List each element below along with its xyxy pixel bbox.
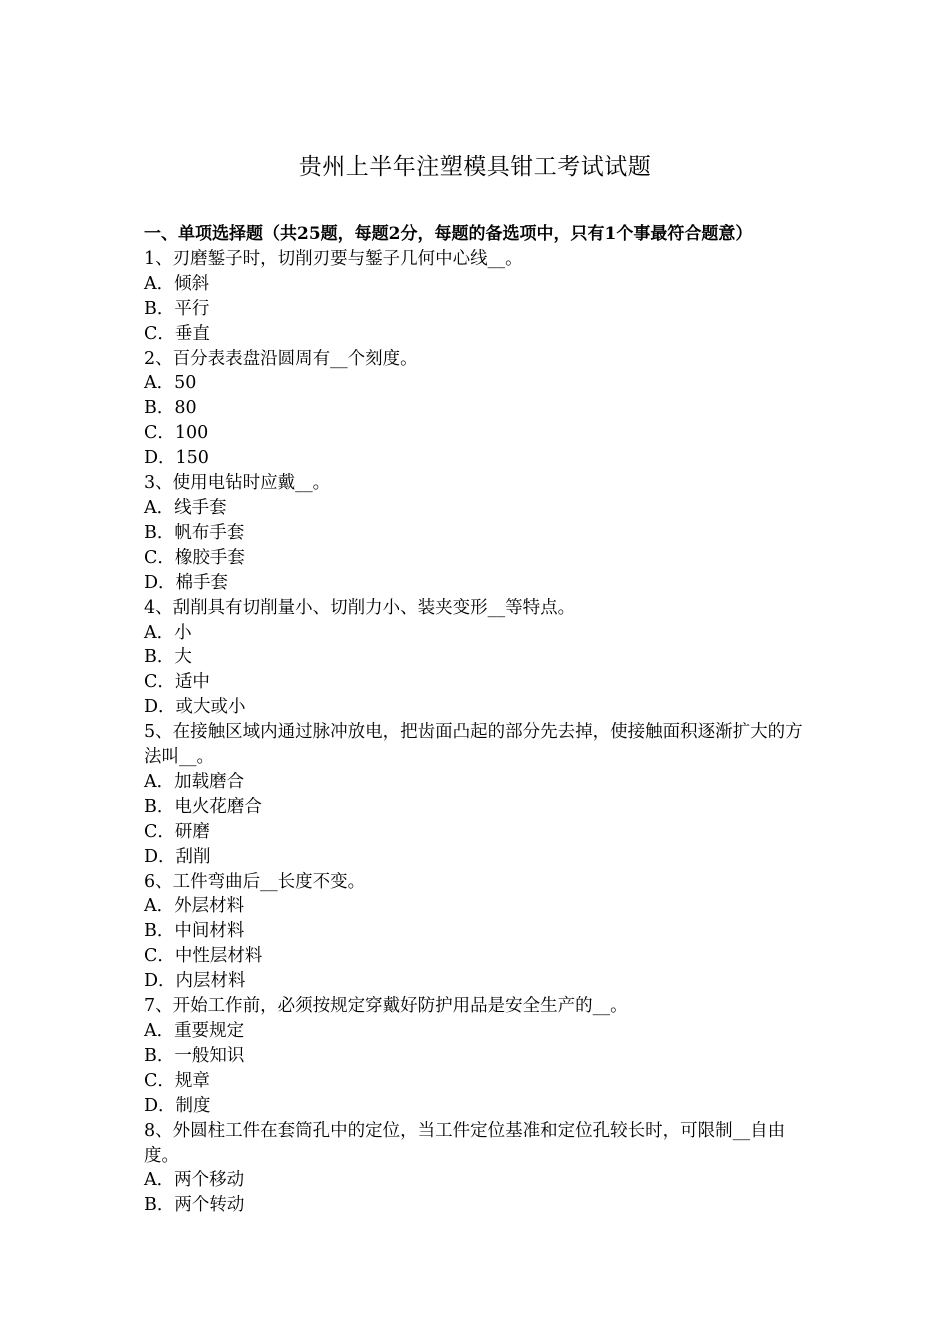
option-a: A．重要规定 [144,1021,245,1041]
option-a: A．倾斜 [144,273,210,294]
section-heading: 一、单项选择题（共25题，每题2分，每题的备选项中，只有1个事最符合题意） [144,224,753,244]
question-2 [144,347,816,472]
option-d: D．制度 [144,1095,211,1116]
option-b: B．大 [144,647,192,668]
question-1 [144,247,816,347]
option-c: C．规章 [144,1070,210,1091]
option-b: B．两个转动 [144,1195,245,1216]
option-d: D．或大或小 [144,697,246,718]
question-stem: 4、刮削具有切削量小、切削力小、装夹变形__等特点。 [144,597,576,618]
option-a: A．外层材料 [144,896,245,917]
question-stem: 6、工件弯曲后__长度不变。 [144,871,366,892]
option-d: D．棉手套 [144,572,229,593]
option-a: A．小 [144,622,192,643]
question-stem: 8、外圆柱工件在套筒孔中的定位，当工件定位基准和定位孔较长时，可限制__自由度。 [144,1120,786,1166]
question-stem: 7、开始工作前，必须按规定穿戴好防护用品是安全生产的__。 [144,996,628,1017]
option-c: C．垂直 [144,323,210,344]
option-b: B．电火花磨合 [144,796,262,817]
question-8 [144,1119,816,1219]
option-a: A．加载磨合 [144,771,245,792]
question-stem: 3、使用电钻时应戴__。 [144,473,331,494]
question-5 [144,720,816,869]
option-d: D．刮削 [144,846,211,867]
option-b: B．中间材料 [144,921,245,942]
option-c: C．100 [144,423,209,444]
question-3 [144,471,816,596]
option-c: C．橡胶手套 [144,547,245,568]
question-stem: 2、百分表表盘沿圆周有__个刻度。 [144,348,418,369]
option-a: A．两个移动 [144,1170,245,1191]
option-b: B．平行 [144,298,210,319]
option-d: D．内层材料 [144,971,246,992]
question-stem: 5、在接触区域内通过脉冲放电，把齿面凸起的部分先去掉，使接触面积逐渐扩大的方法叫__。 [144,722,803,768]
document-body [144,222,816,1218]
question-6 [144,870,816,995]
option-a: A．线手套 [144,497,227,518]
option-d: D．150 [144,448,209,469]
option-b: B．帆布手套 [144,522,245,543]
option-a: A．50 [144,373,197,394]
option-c: C．适中 [144,672,210,693]
question-stem: 1、刃磨錾子时，切削刃要与錾子几何中心线__。 [144,248,523,269]
document-title: 贵州上半年注塑模具钳工考试试题 [298,154,652,180]
option-c: C．中性层材料 [144,946,263,967]
question-4 [144,596,816,721]
option-b: B．80 [144,398,197,419]
question-7 [144,994,816,1119]
option-b: B．一般知识 [144,1045,245,1066]
option-c: C．研磨 [144,821,210,842]
